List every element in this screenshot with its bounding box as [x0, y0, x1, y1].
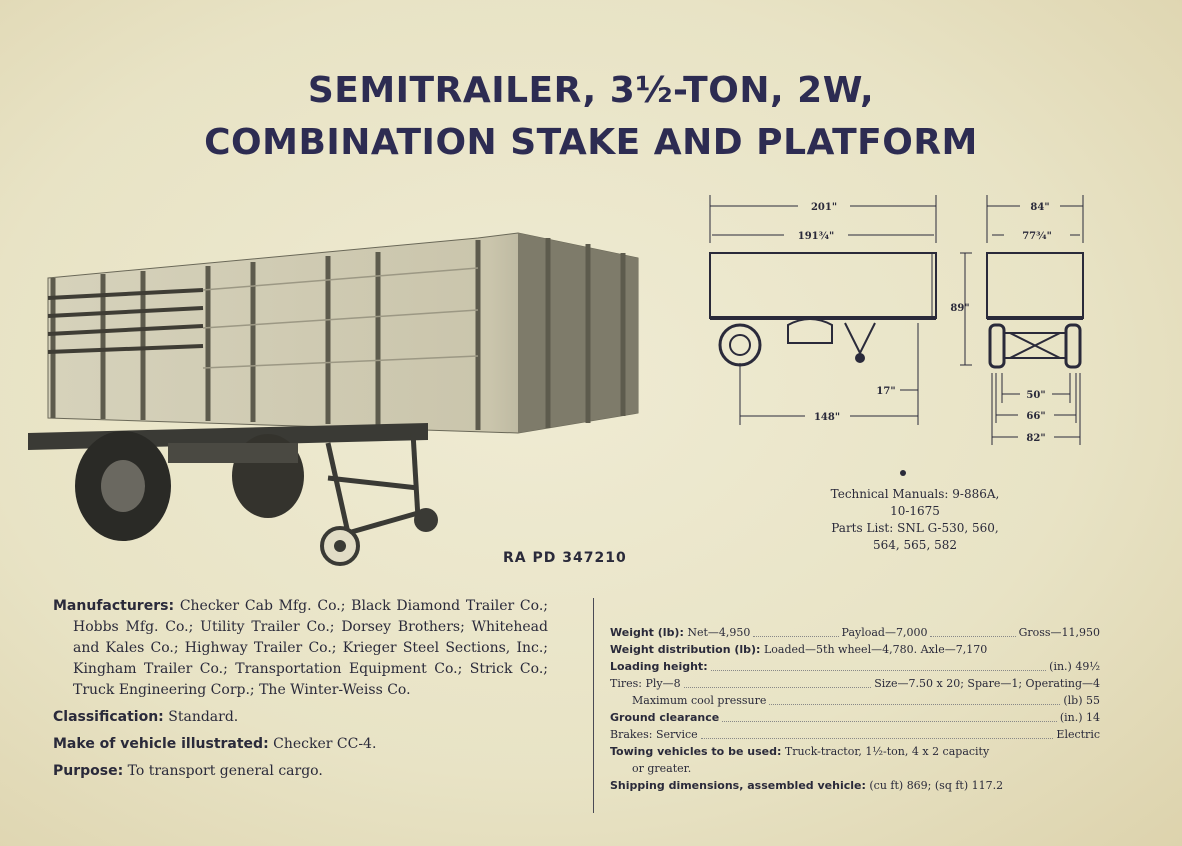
dim-rear-w1: 50": [1026, 390, 1046, 401]
spec-ground-label: Ground clearance: [610, 711, 720, 724]
bullet-dot: [900, 470, 906, 476]
spec-towing: [610, 743, 1100, 760]
technical-line4: 564, 565, 582: [873, 538, 957, 552]
manufacturers-paragraph: [53, 596, 548, 701]
spec-tires-ply: Ply—8: [645, 677, 681, 690]
spec-loading-label: Loading height:: [610, 660, 708, 673]
dim-rear-w2: 66": [1026, 411, 1046, 422]
manufacturers-value: Checker Cab Mfg. Co.; Black Diamond Trailer Co.; Hobbs Mfg. Co.; Utility Trailer Co.; Dorsey Brothers; Whitehead and Kales Co.; Highway Trailer Co.; Krieger Steel Sections, Inc.; Kingham Trailer Co.; Transportation Equipment Co.; Strick Co.; Truck Engineering Corp.; The Winter-Weiss Co.: [73, 598, 548, 698]
classification-value: Standard.: [168, 709, 239, 725]
spec-tires: [610, 675, 1100, 692]
spec-tires-label: Tires:: [610, 677, 642, 690]
column-divider: [593, 598, 594, 813]
spec-ground-value: (in.) 14: [1059, 711, 1100, 724]
spec-ground: [610, 709, 1100, 726]
technical-line1: Technical Manuals: 9-886A,: [830, 487, 1000, 501]
spec-towing-label: Towing vehicles to be used:: [610, 745, 782, 758]
vehicle-info: [53, 596, 548, 788]
spec-towing-value: Truck-tractor, 1½-ton, 4 x 2 capacity: [784, 745, 990, 758]
dim-rear-height: 89": [950, 303, 970, 314]
spec-pressure-label: Maximum cool pressure: [632, 694, 767, 707]
classification-paragraph: [53, 707, 548, 728]
spec-brakes-value: Electric: [1056, 728, 1100, 741]
trailer-photo: [28, 228, 648, 573]
page-title-line2: COMBINATION STAKE AND PLATFORM: [204, 122, 978, 163]
spec-brakes-service: Service: [655, 728, 698, 741]
spec-shipping-label: Shipping dimensions, assembled vehicle:: [610, 779, 866, 792]
spec-brakes: [610, 726, 1100, 743]
dim-rear-body: 77¾": [1022, 231, 1052, 242]
page-title-line1: SEMITRAILER, 3½-TON, 2W,: [307, 70, 875, 111]
dim-rear-overall: 84": [1030, 202, 1050, 213]
purpose-paragraph: [53, 761, 548, 782]
make-label: Make of vehicle illustrated:: [53, 736, 269, 752]
spec-loading: [610, 658, 1100, 675]
dim-side-axle: 148": [813, 412, 841, 423]
spec-weight-net: Net—4,950: [687, 626, 751, 639]
spec-distribution-label: Weight distribution (lb):: [610, 643, 761, 656]
dim-side-hitch: 17": [876, 386, 896, 397]
purpose-label: Purpose:: [53, 763, 124, 779]
spec-weight: [610, 624, 1100, 641]
spec-shipping-value: (cu ft) 869; (sq ft) 117.2: [869, 779, 1004, 792]
side-view-diagram: [700, 193, 950, 458]
rear-view-diagram: [940, 193, 1100, 458]
technical-manuals: [780, 486, 1050, 554]
photo-caption: RA PD 347210: [503, 550, 627, 566]
spec-weight-payload: Payload—7,000: [841, 626, 928, 639]
spec-weight-gross: Gross—11,950: [1018, 626, 1101, 639]
spec-towing-value2: or greater.: [632, 762, 692, 775]
technical-line3: Parts List: SNL G-530, 560,: [831, 521, 999, 535]
dim-rear-w3: 82": [1026, 433, 1046, 444]
spec-distribution-value: Loaded—5th wheel—4,780. Axle—7,170: [763, 643, 988, 656]
manufacturers-label: Manufacturers:: [53, 598, 175, 614]
spec-shipping: [610, 777, 1100, 794]
spec-towing-cont: [610, 760, 1100, 777]
spec-brakes-label: Brakes:: [610, 728, 653, 741]
dim-side-body: 191¾": [797, 231, 835, 242]
purpose-value: To transport general cargo.: [127, 763, 323, 779]
spec-weight-label: Weight (lb):: [610, 626, 684, 639]
technical-line2: 10-1675: [890, 504, 940, 518]
spec-tires-size: Size—7.50 x 20; Spare—1; Operating—4: [874, 677, 1100, 690]
dim-side-overall: 201": [810, 202, 838, 213]
specifications: [610, 624, 1100, 794]
spec-distribution: [610, 641, 1100, 658]
classification-label: Classification:: [53, 709, 164, 725]
spec-loading-value: (in.) 49½: [1049, 660, 1100, 673]
make-value: Checker CC-4.: [273, 736, 377, 752]
make-paragraph: [53, 734, 548, 755]
spec-pressure: [610, 692, 1100, 709]
spec-pressure-value: (lb) 55: [1063, 694, 1100, 707]
